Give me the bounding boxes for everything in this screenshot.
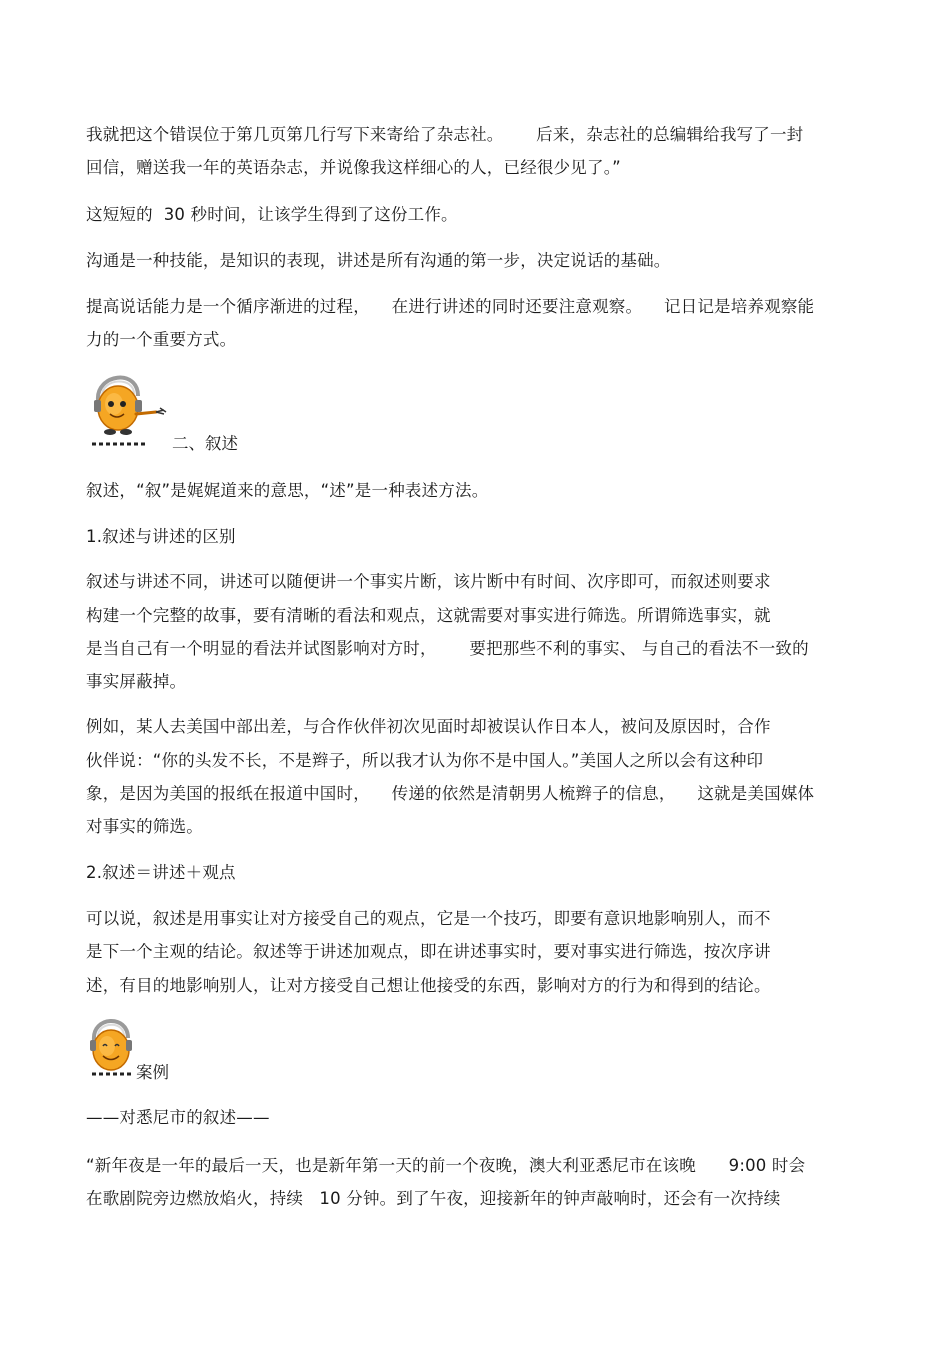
text-line: 我就把这个错误位于第几页第几行写下来寄给了杂志社。 后来，杂志社的总编辑给我写了一封 bbox=[86, 125, 804, 144]
text-line: 是当自己有一个明显的看法并试图影响对方时， 要把那些不利的事实、 与自己的看法不一致的 bbox=[86, 639, 809, 658]
text-line: 提高说话能力是一个循序渐进的过程， 在进行讲述的同时还要注意观察。 记日记是培养观察能 bbox=[86, 297, 815, 316]
text-line: 构建一个完整的故事，要有清晰的看法和观点，这就需要对事实进行筛选。所谓筛选事实，就 bbox=[86, 606, 771, 625]
text-line: 伙伴说：“你的头发不长，不是辫子，所以我才认为你不是中国人。”美国人之所以会有这种印 bbox=[86, 751, 764, 770]
text-line: 这短短的 30 秒时间，让该学生得到了这份工作。 bbox=[86, 205, 458, 224]
subheading: 1.叙述与讲述的区别 bbox=[86, 527, 236, 546]
section-heading: 二、叙述 bbox=[172, 434, 238, 453]
subheading: 2.叙述＝讲述＋观点 bbox=[86, 863, 236, 882]
text-line: 是下一个主观的结论。叙述等于讲述加观点，即在讲述事实时，要对事实进行筛选，按次序讲 bbox=[86, 942, 771, 961]
text-line: 叙述，“叙”是娓娓道来的意思，“述”是一种表述方法。 bbox=[86, 481, 489, 500]
text-line: 事实屏蔽掉。 bbox=[86, 672, 187, 691]
text-line: 力的一个重要方式。 bbox=[86, 330, 237, 349]
case-heading: 案例 bbox=[136, 1063, 169, 1082]
text-line: 叙述与讲述不同，讲述可以随便讲一个事实片断，该片断中有时间、次序即可，而叙述则要求 bbox=[86, 572, 771, 591]
text-line: 沟通是一种技能，是知识的表现，讲述是所有沟通的第一步，决定说话的基础。 bbox=[86, 251, 671, 270]
text-line: 例如，某人去美国中部出差，与合作伙伴初次见面时却被误认作日本人，被问及原因时，合作 bbox=[86, 717, 771, 736]
text-line: 在歌剧院旁边燃放焰火，持续 10 分钟。到了午夜，迎接新年的钟声敲响时，还会有一次持续 bbox=[86, 1189, 781, 1208]
case-subtitle: ——对悉尼市的叙述—— bbox=[86, 1108, 270, 1127]
text-line: “新年夜是一年的最后一天，也是新年第一天的前一个夜晚，澳大利亚悉尼市在该晚 9:00 时会 bbox=[86, 1156, 806, 1175]
text-line: 述，有目的地影响别人，让对方接受自己想让他接受的东西，影响对方的行为和得到的结论。 bbox=[86, 976, 771, 995]
text-line: 可以说，叙述是用事实让对方接受自己的观点，它是一个技巧，即要有意识地影响别人，而不 bbox=[86, 909, 771, 928]
text-line: 回信，赠送我一年的英语杂志，并说像我这样细心的人，已经很少见了。” bbox=[86, 158, 621, 177]
text-line: 对事实的筛选。 bbox=[86, 817, 203, 836]
pumpkin-mascot-smiling-icon bbox=[86, 1012, 136, 1082]
pumpkin-mascot-pointing-icon bbox=[86, 366, 176, 452]
text-line: 象，是因为美国的报纸在报道中国时， 传递的依然是清朝男人梳辫子的信息， 这就是美国媒体 bbox=[86, 784, 815, 803]
